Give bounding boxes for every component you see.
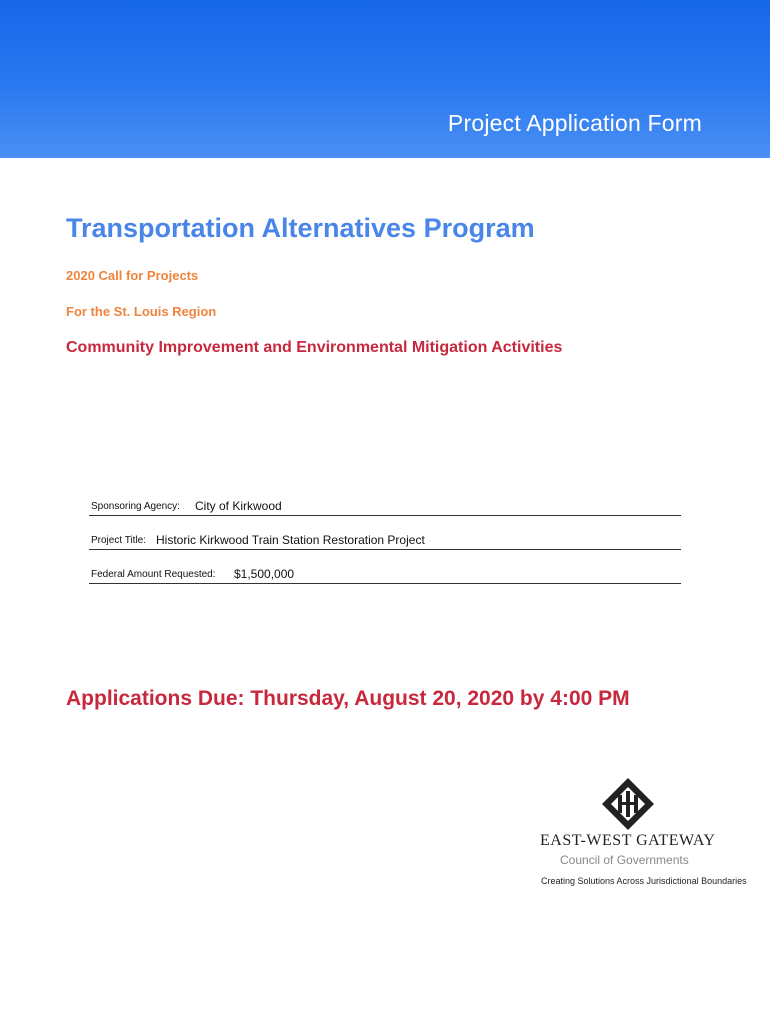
form-title: Project Application Form [447,110,702,136]
deadline-text: Applications Due: Thursday, August 20, 2020 by 4:00 PM [66,687,630,710]
header-banner [0,0,770,158]
organization-tagline: Creating Solutions Across Jurisdictional Boundaries [541,876,747,886]
gateway-diamond-logo-icon [600,776,656,832]
sponsoring-agency-field[interactable]: City of Kirkwood [195,499,282,513]
program-title: Transportation Alternatives Program [66,213,535,243]
organization-subtitle: Council of Governments [560,853,689,867]
call-for-projects: 2020 Call for Projects [66,268,199,283]
organization-name: EAST-WEST GATEWAY [540,832,716,849]
project-title-row [89,529,681,550]
federal-amount-label: Federal Amount Requested: [91,569,216,580]
federal-amount-field[interactable]: $1,500,000 [234,567,295,581]
category-title: Community Improvement and Environmental Mitigation Activities [66,339,563,356]
sponsoring-agency-row [89,495,681,516]
project-title-label: Project Title: [91,535,147,546]
sponsoring-agency-label: Sponsoring Agency: [91,501,180,512]
region-label: For the St. Louis Region [66,304,217,319]
federal-amount-row [89,563,681,584]
project-title-field[interactable]: Historic Kirkwood Train Station Restoration Project [156,533,425,547]
